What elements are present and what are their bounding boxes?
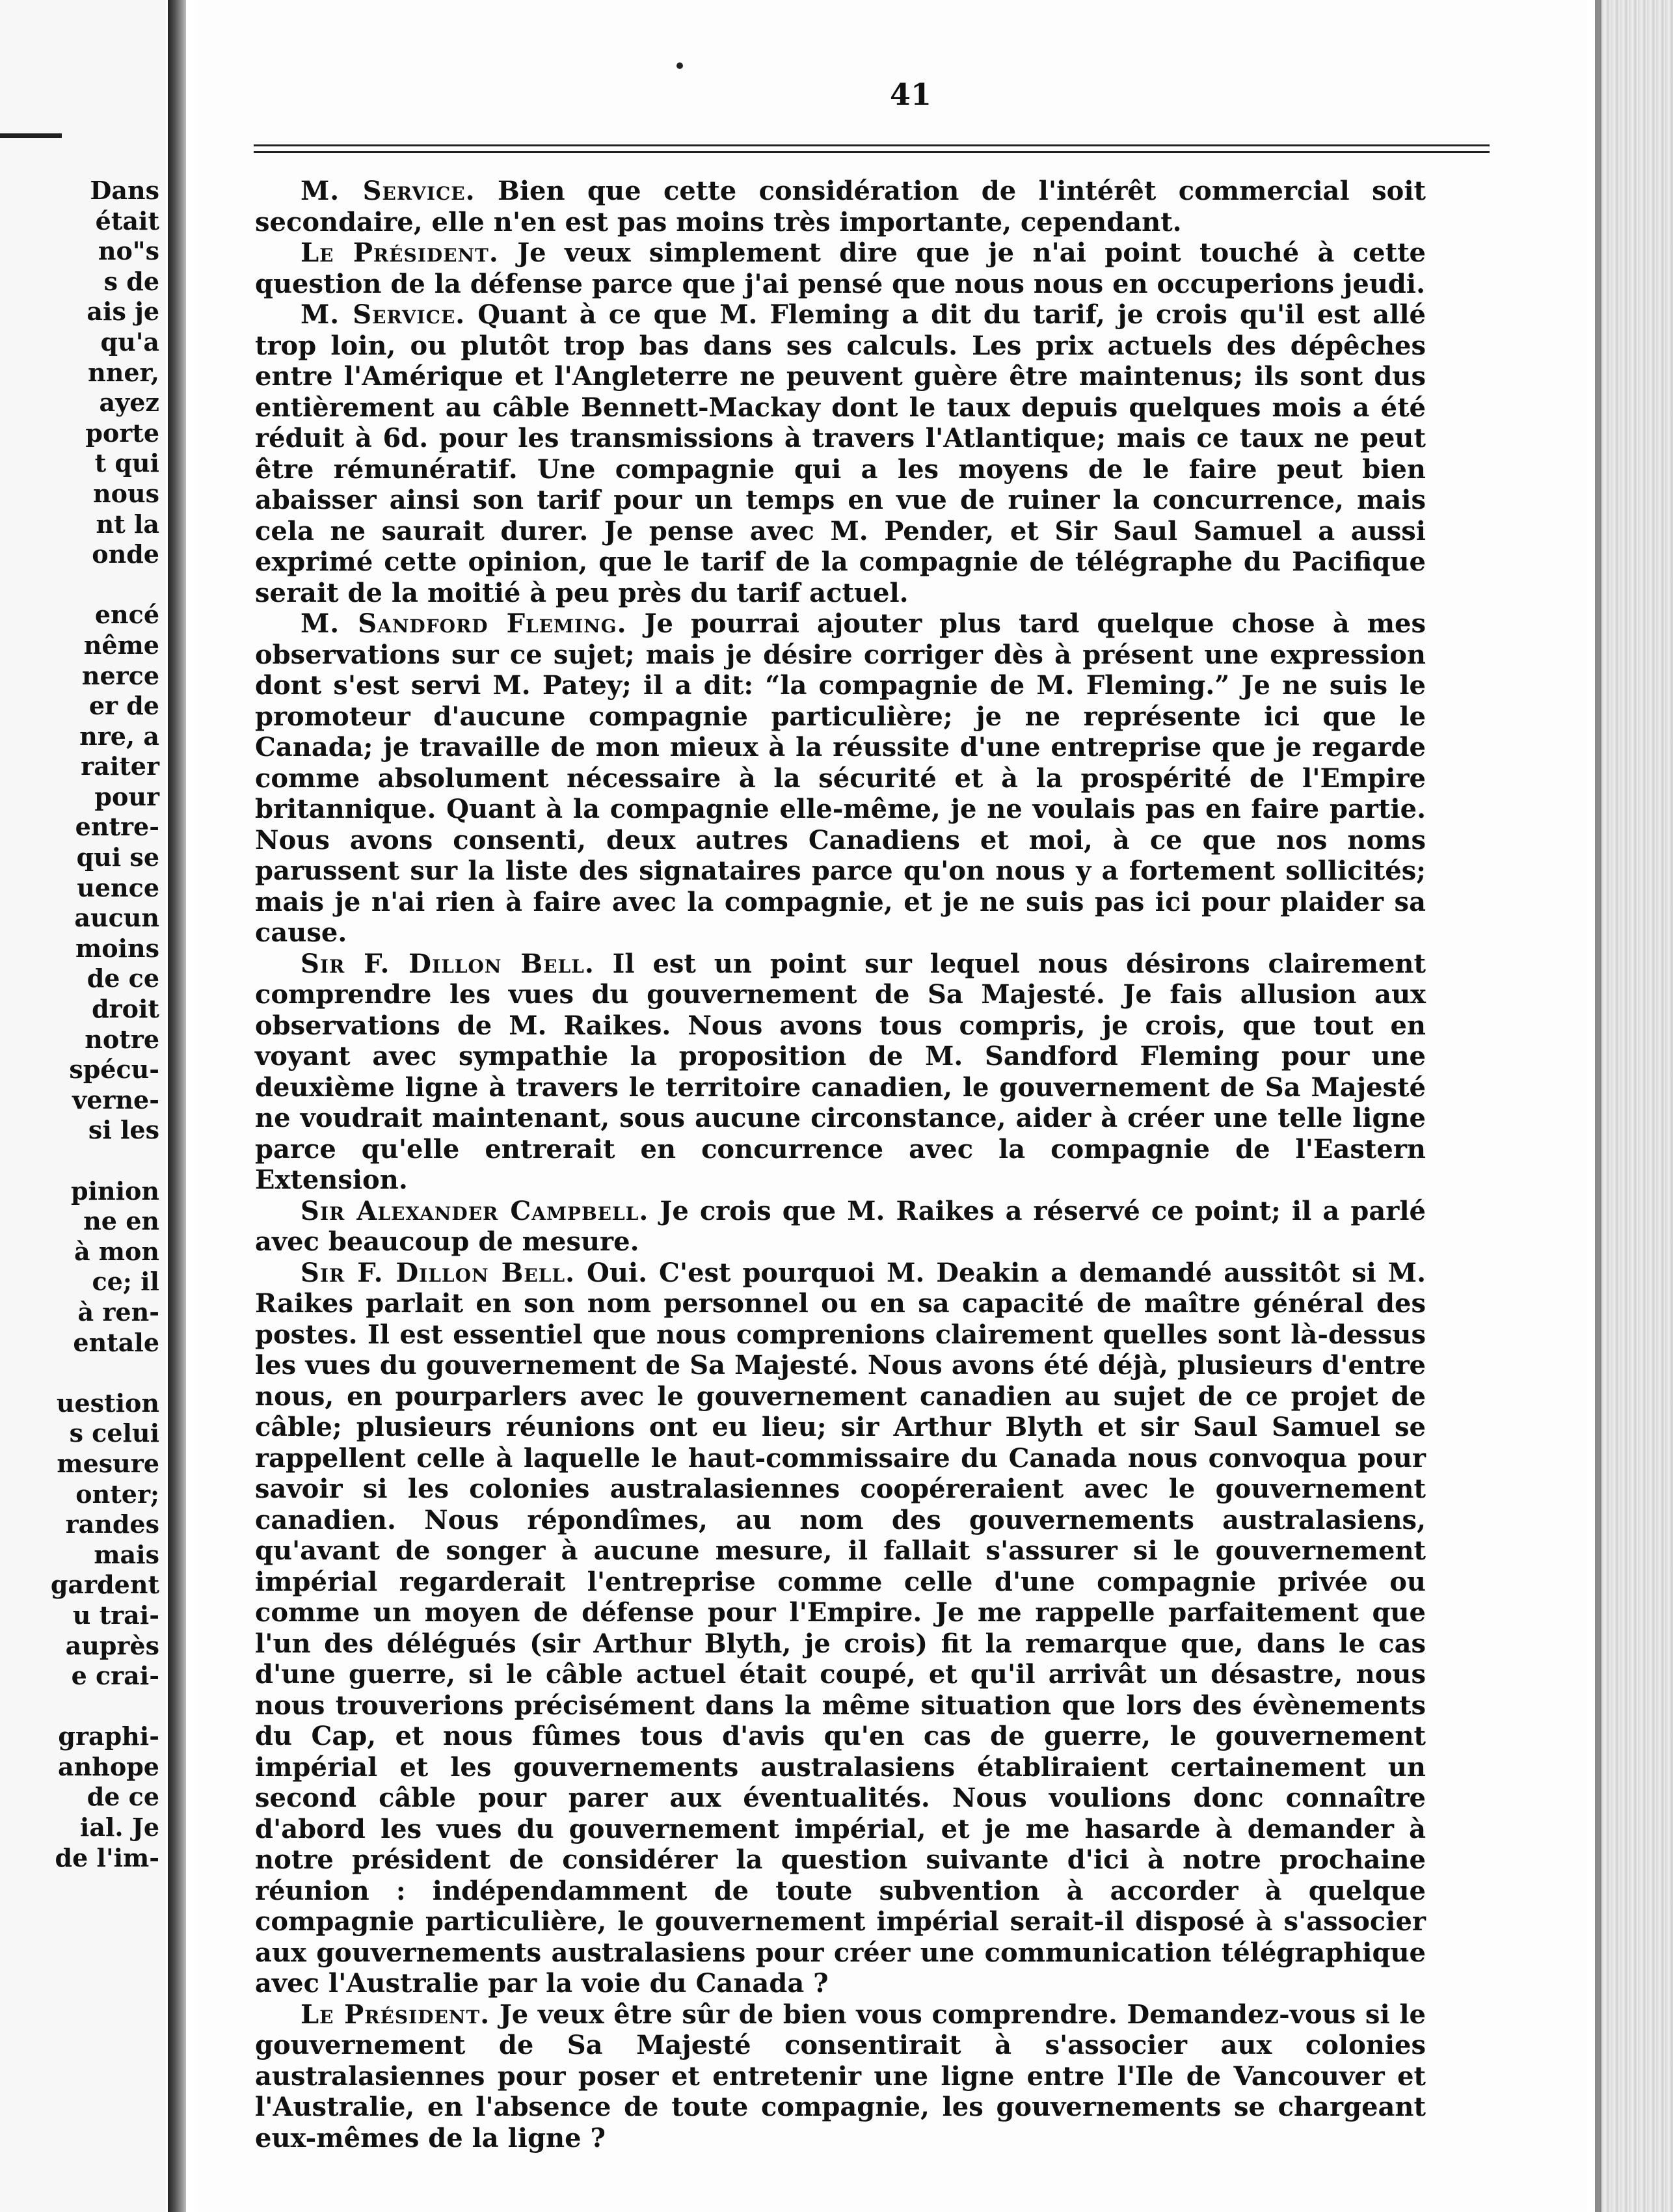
left-fragment-line: à ren- <box>77 1297 159 1327</box>
left-fragment-line: nt la <box>96 509 159 539</box>
speech-text: Oui. C'est pourquoi M. Deakin a demandé aussitôt si M. Raikes parlait en son nom personnel ou en sa capacité de maître général des postes. Il est essentiel que nous comprenions clairement quelles sont là-dessus les vues du gouvernement de Sa Majesté. Nous avons été déjà, plusieurs d'entre nous, en pourparlers avec le gouvernement canadien au sujet de ce projet de câble; plusieurs réunions ont eu lieu; sir Arthur Blyth et sir Saul Samuel se rappellent celle à laquelle le haut-commissaire du Canada nous convoqua pour savoir si les colonies australasiennes coopéreraient avec le gouvernement canadien. Nous répondîmes, au nom des gouvernements australasiens, qu'avant de songer à aucune mesure, il fallait s'assurer si le gouvernement impérial regarderait l'entreprise comme celle d'une compagnie privée ou comme un moyen de défense pour l'Empire. Je me rappelle parfaitement que l'un des délégués (sir Arthur Blyth, je crois) fit la remarque que, dans le cas d'une guerre, si le câble actuel était coupé, et qu'il arrivât un désastre, nous nous trouverions précisément dans la même situation que lors des évènements du Cap, et nous fûmes tous d'avis qu'en cas de guerre, le gouvernement impérial et les gouvernements australasiens établiraient certainement un second câble pour parer aux éventualités. Nous voulions donc connaître d'abord les vues du gouvernement impérial, et je me hasarde à demander à notre président de considérer la question suivante d'ici à notre prochaine réunion : indépendamment de toute subvention à accorder à quelque compagnie particulière, le gouvernement impérial serait-il disposé à s'associer aux gouvernements australasiens pour créer une communication télégraphique avec l'Australie par la voie du Canada ? <box>255 1257 1426 1999</box>
speech-paragraph <box>255 1999 1426 2154</box>
book-binding <box>168 0 186 2212</box>
left-fragment-line: qu'a <box>100 327 159 357</box>
speaker-name: M. Service. <box>301 299 466 330</box>
left-fragment-line: mesure <box>57 1448 159 1478</box>
speaker-name: Sir Alexander Campbell. <box>301 1195 649 1226</box>
speech-text: Il est un point sur lequel nous désirons clairement comprendre les vues du gouvernement de Sa Majesté. Je fais allusion aux observations de M. Raikes. Nous avons tous compris, je crois, que tout en voyant avec sympathie la proposition de M. Sandford Fleming pour une deuxième ligne à travers le territoire canadien, le gouvernement de Sa Majesté ne voudrait maintenant, sous aucune circonstance, aider à créer une telle ligne parce qu'elle entrerait en concurrence avec la compagnie de l'Eastern Extension. <box>255 948 1426 1195</box>
header-rule-top <box>254 144 1490 146</box>
left-fragment-line: porte <box>85 418 159 448</box>
speech-text: Je veux être sûr de bien vous comprendre. Demandez-vous si le gouvernement de Sa Majesté consentirait à s'associer aux colonies australasiennes pour poser et entretenir une ligne entre l'Ile de Vancouver et l'Australie, en l'absence de toute compagnie, les gouvernements se chargeant eux-mêmes de la ligne ? <box>255 1999 1426 2153</box>
left-fragment-line <box>3 1146 159 1176</box>
left-fragment-line: gardent <box>50 1570 159 1600</box>
header-rule-bottom <box>254 151 1490 153</box>
left-fragment-line: qui se <box>76 843 159 872</box>
left-fragment-line <box>3 1692 159 1722</box>
speech-text: Bien que cette considération de l'intérêt commercial soit secondaire, elle n'en est pas moins très importante, cependant. <box>255 176 1426 237</box>
left-page-text <box>3 176 159 1873</box>
left-fragment-line: raiter <box>81 751 159 781</box>
left-fragment-line: encé <box>94 600 159 630</box>
speech-paragraph <box>255 949 1426 1196</box>
transcript-body <box>255 176 1426 2153</box>
left-fragment-line: de l'im- <box>55 1842 159 1872</box>
left-fragment-line: e crai- <box>71 1661 159 1691</box>
left-fragment-line: nner, <box>88 357 159 387</box>
left-fragment-line: randes <box>65 1509 159 1539</box>
left-fragment-line: de ce <box>87 964 159 993</box>
left-fragment-line: pour <box>94 781 159 811</box>
left-fragment-line: de ce <box>87 1782 159 1812</box>
left-fragment-line: ais je <box>87 297 159 327</box>
left-fragment-line: nême <box>83 630 159 660</box>
speech-paragraph <box>255 299 1426 608</box>
left-fragment-line: nre, a <box>79 721 159 751</box>
speaker-name: Sir F. Dillon Bell. <box>301 948 595 979</box>
left-fragment-line: s celui <box>69 1418 159 1448</box>
page-number: 41 <box>889 77 931 112</box>
left-fragment-line: no"s <box>98 236 159 266</box>
left-fragment-line: notre <box>85 1024 159 1054</box>
speech-paragraph <box>255 1196 1426 1258</box>
speaker-name: M. Sandford Fleming. <box>301 608 627 639</box>
left-fragment-line: ce; il <box>92 1267 159 1297</box>
speech-paragraph <box>255 176 1426 237</box>
left-fragment-line: Dans <box>90 176 159 205</box>
left-fragment-line: nous <box>93 478 159 508</box>
left-fragment-line: uestion <box>56 1388 159 1418</box>
left-fragment-line: ial. Je <box>79 1813 159 1842</box>
left-fragment-line: ne en <box>83 1206 159 1236</box>
left-fragment-line: à mon <box>74 1236 159 1266</box>
left-fragment-line: t qui <box>94 448 159 478</box>
ink-dot <box>676 62 683 69</box>
left-fragment-line: ayez <box>99 388 159 418</box>
left-fragment-line: mais <box>94 1539 159 1569</box>
left-page-fragment <box>0 0 166 2212</box>
speech-text: Je veux simplement dire que je n'ai point touché à cette question de la défense parce que j'ai pensé que nous nous en occuperions jeudi. <box>255 237 1426 299</box>
speech-text: Je pourrai ajouter plus tard quelque chose à mes observations sur ce sujet; mais je désire corriger dès à présent une expression dont s'est servi M. Patey; il a dit: “la compagnie de M. Fleming.” Je ne suis le promoteur d'aucune compagnie particulière; je ne représente ici que le Canada; je travaille de mon mieux à la réussite d'une entreprise que je regarde comme absolument nécessaire à la sécurité et à la prospérité de l'Empire britannique. Quant à la compagnie elle-même, je ne voulais pas en faire partie. Nous avons consenti, deux autres Canadiens et moi, à ce que nos noms parussent sur la liste des signataires parce qu'on nous y a fortement sollicités; mais je n'ai rien à faire avec la compagnie, et je ne suis pas ici pour plaider sa cause. <box>255 608 1426 948</box>
speech-text: Quant à ce que M. Fleming a dit du tarif, je crois qu'il est allé trop loin, ou plutôt trop bas dans ses calculs. Les prix actuels des dépêches entre l'Amérique et l'Angleterre ne peuvent guère être maintenus; ils sont dus entièrement au câble Bennett-Mackay dont le taux depuis quelques mois a été réduit à 6d. pour les transmissions à travers l'Atlantique; mais ce taux ne peut être rémunératif. Une compagnie qui a les moyens de le faire peut bien abaisser ainsi son tarif pour un temps en vue de ruiner la concurrence, mais cela ne saurait durer. Je pense avec M. Pender, et Sir Saul Samuel a aussi exprimé cette opinion, que le tarif de la compagnie de télégraphe du Pacifique serait de la moitié à peu près du tarif actuel. <box>255 299 1426 608</box>
left-fragment-line: aucun <box>74 903 159 933</box>
left-fragment-line: était <box>95 206 159 236</box>
left-fragment-line: anhope <box>58 1751 159 1781</box>
left-fragment-line: verne- <box>72 1085 159 1114</box>
left-fragment-line <box>3 570 159 600</box>
document-page <box>195 0 1587 2212</box>
speech-paragraph <box>255 237 1426 299</box>
left-fragment-line: auprès <box>65 1630 159 1660</box>
left-fragment-line: graphi- <box>58 1721 159 1751</box>
left-fragment-line: pinion <box>70 1176 159 1206</box>
left-fragment-line: moins <box>75 933 159 963</box>
speaker-name: Le Président. <box>301 1999 490 2030</box>
left-fragment-line: entale <box>73 1327 159 1357</box>
left-page-rule <box>0 133 62 138</box>
left-fragment-line: s de <box>103 266 159 296</box>
left-fragment-line: onde <box>92 539 159 569</box>
left-fragment-line: si les <box>88 1115 159 1145</box>
speech-paragraph <box>255 608 1426 949</box>
left-fragment-line: onter; <box>75 1479 159 1509</box>
left-fragment-line: nerce <box>81 660 159 690</box>
speaker-name: Sir F. Dillon Bell. <box>301 1257 576 1288</box>
left-fragment-line <box>3 1358 159 1388</box>
left-fragment-line: spécu- <box>69 1055 159 1085</box>
speech-paragraph <box>255 1258 1426 1999</box>
left-fragment-line: u trai- <box>72 1600 159 1630</box>
page-stack-edge <box>1601 0 1673 2212</box>
left-fragment-line: entre- <box>75 812 159 842</box>
page-edge-shadow <box>1595 0 1601 2212</box>
left-fragment-line: er de <box>88 691 159 721</box>
left-fragment-line: droit <box>92 994 159 1024</box>
speaker-name: Le Président. <box>301 237 499 268</box>
speech-text: Je crois que M. Raikes a réservé ce point; il a parlé avec beaucoup de mesure. <box>255 1195 1426 1257</box>
speaker-name: M. Service. <box>301 176 475 206</box>
left-fragment-line: uence <box>77 872 159 902</box>
